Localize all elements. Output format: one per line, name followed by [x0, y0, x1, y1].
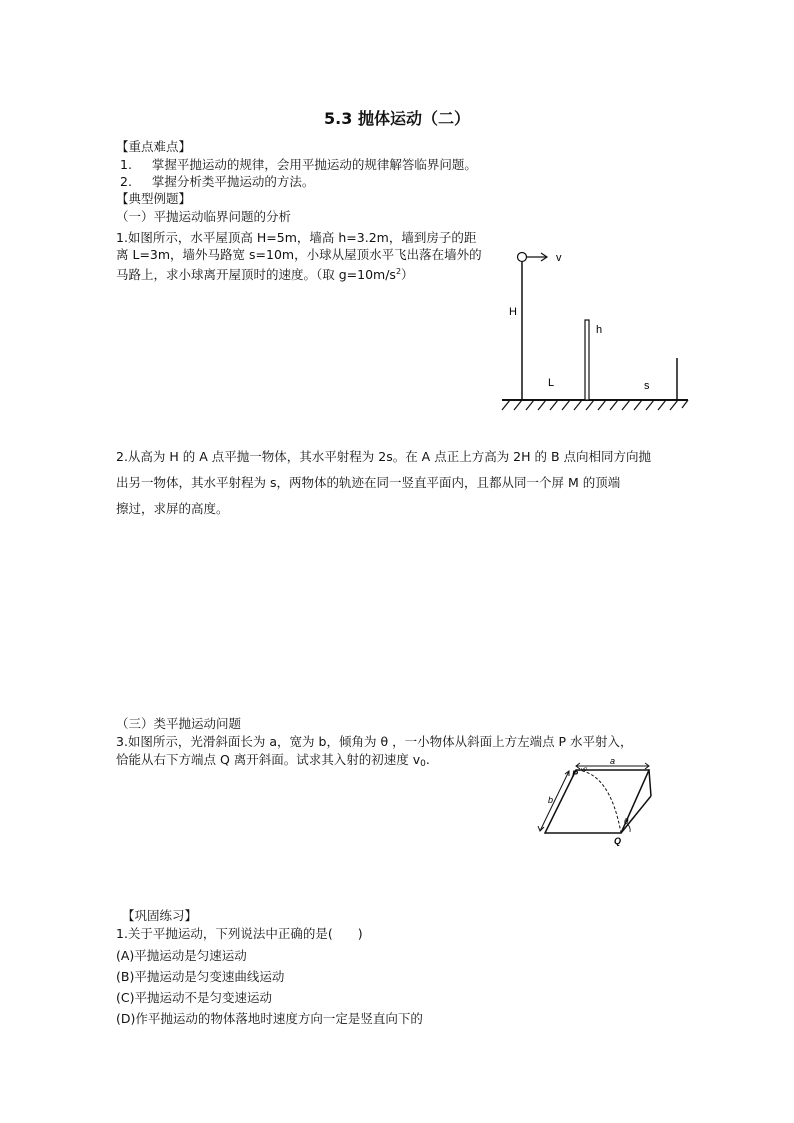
question-2-line: 2.从高为 H 的 A 点平抛一物体，其水平射程为 2s。在 A 点正上方高为 2H 的 B 点向相同方向抛: [116, 449, 652, 464]
option-a: (A)平抛运动是匀速运动: [116, 948, 247, 963]
question-2-line: 擦过，求屏的高度。: [116, 501, 229, 516]
key-points-heading: 【重点难点】: [116, 139, 192, 154]
label-a: a: [610, 756, 616, 766]
section-heading-3: （三）类平抛运动问题: [116, 716, 242, 731]
figure-inclined-plane: [528, 756, 668, 851]
question-3-text: 恰能从右下方端点 Q 离开斜面。试求其入射的初速度 v: [116, 752, 421, 767]
option-b: (B)平抛运动是匀变速曲线运动: [116, 969, 285, 984]
incline-surface: [545, 770, 649, 833]
label-h: h: [596, 324, 603, 336]
page-title: 5.3 抛体运动（二）: [324, 109, 470, 128]
label-v0: v0: [581, 767, 587, 773]
label-s: s: [644, 380, 650, 392]
label-P: P: [572, 769, 579, 779]
ground-hatching: [502, 400, 688, 410]
key-point-text: 掌握平抛运动的规律，会用平抛运动的规律解答临界问题。: [151, 157, 477, 172]
question-1-text: 马路上，求小球离开屋顶时的速度。（取 g=10m/s: [116, 267, 396, 282]
examples-heading: 【典型例题】: [116, 191, 192, 206]
key-point-item: [120, 156, 477, 173]
practice-question-1: 1.关于平抛运动，下列说法中正确的是( ): [116, 926, 363, 941]
key-point-number: 2.: [120, 174, 132, 189]
label-Q: Q: [614, 836, 622, 846]
label-b: b: [548, 795, 554, 805]
practice-heading: 【巩固练习】: [122, 908, 198, 923]
option-c: (C)平抛运动不是匀变速运动: [116, 990, 272, 1005]
question-3-line: [116, 751, 430, 773]
label-H: H: [509, 306, 517, 318]
ball: [518, 253, 527, 262]
label-theta: θ: [624, 817, 629, 826]
question-3-line: 3.如图所示，光滑斜面长为 a，宽为 b，倾角为 θ ，一小物体从斜面上方左端点 P 水平射入，: [116, 734, 633, 749]
question-2-line: 出另一物体，其水平射程为 s，两物体的轨迹在同一竖直平面内，且都从同一个屏 M 的顶端: [116, 475, 621, 490]
wall: [585, 320, 589, 400]
question-1-line: [116, 263, 414, 283]
question-1-text-end: ）: [401, 267, 414, 282]
key-point-text: 掌握分析类平抛运动的方法。: [151, 174, 315, 189]
superscript: 2: [395, 267, 402, 276]
question-1-line: 离 L=3m，墙外马路宽 s=10m，小球从屋顶水平飞出落在墙外的: [116, 247, 482, 262]
section-heading-1: （一）平抛运动临界问题的分析: [116, 209, 292, 224]
subscript: 0: [420, 759, 426, 769]
question-3-text-end: .: [425, 752, 430, 767]
label-L: L: [548, 377, 555, 389]
key-point-item: [120, 173, 314, 190]
option-d: (D)作平抛运动的物体落地时速度方向一定是竖直向下的: [116, 1011, 423, 1026]
question-1-line: 1.如图所示，水平屋顶高 H=5m，墙高 h=3.2m，墙到房子的距: [116, 230, 477, 245]
key-point-number: 1.: [120, 157, 132, 172]
figure-roof-wall: [490, 240, 700, 420]
label-v: v: [556, 252, 562, 264]
